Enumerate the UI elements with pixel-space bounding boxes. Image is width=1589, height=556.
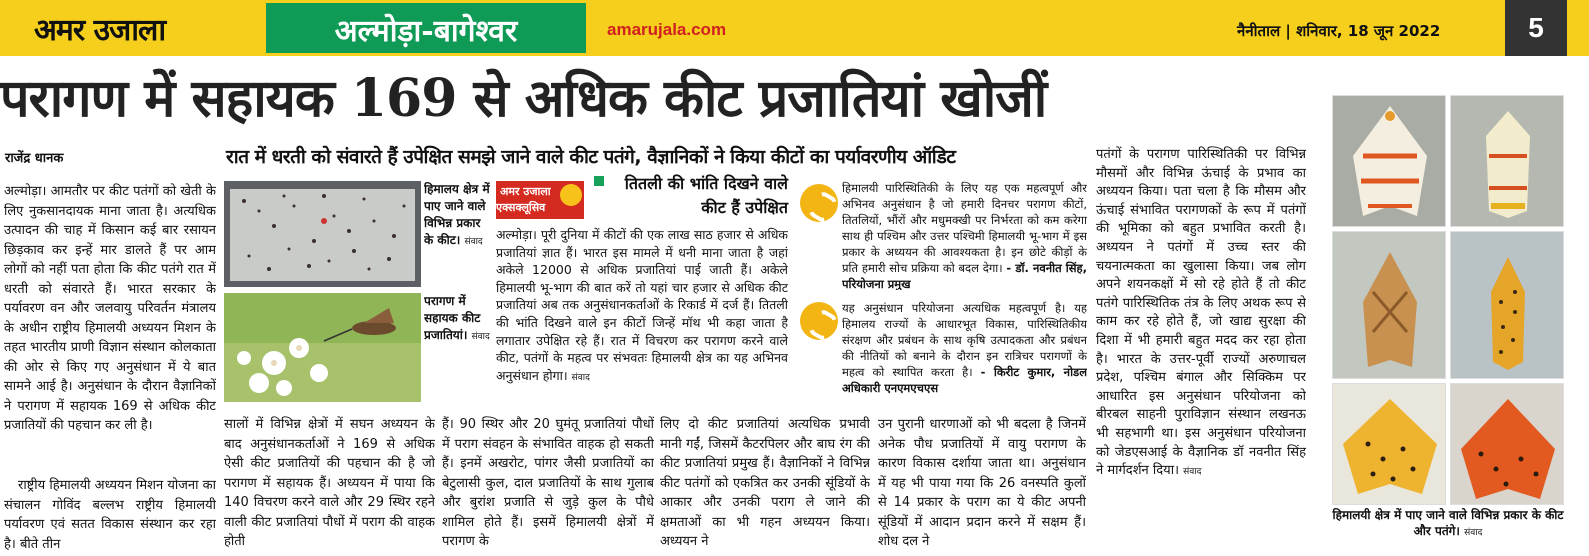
exclusive-mark-icon (560, 184, 582, 206)
quote-icon (800, 184, 838, 222)
moth-photo-4 (1450, 231, 1564, 379)
masthead (0, 0, 1589, 56)
moth-photo-5 (1332, 383, 1446, 505)
photo2-credit: संवाद (471, 332, 490, 342)
article-column-1: अल्मोड़ा। आमतौर पर कीट पतंगों को खेती के लिए नुकसानदायक माना जाता है। अत्यधिक उत्पादन की चाह में किसान कई बार रसायन छिड़काव कर इन्हें मार डालते हैं पर आम लोगों को नहीं पता होता कि कीट पतंगे रात में धरती को संवारते हैं। भारत सरकार के पर्यावरण वन और जलवायु परिवर्तन मंत्रालय के अधीन राष्ट्रीय हिमालयी अध्ययन मिशन के तहत भारतीय प्राणी विज्ञान संस्थान कोलकाता की ओर से किए गए अनुसंधान में ये बात सामने आई है। अनुसंधान के दौरान वैज्ञानिकों ने परागण में सहायक 169 से अधिक कीट प्रजातियों की पहचान कर ली है। (4, 184, 216, 433)
exclusive-label: एक्सक्लूसिव (496, 201, 546, 214)
brand-logo: अमर उजाला (34, 13, 166, 48)
center-article-text (496, 226, 788, 406)
moth-photo-6 (1450, 383, 1564, 505)
photo2-caption (424, 293, 492, 402)
website-link[interactable]: amarujala.com (607, 20, 727, 39)
dateline: नैनीताल | शनिवार, 18 जून 2022 (1237, 22, 1441, 40)
edition-title: अल्मोड़ा-बागेश्वर (334, 14, 518, 49)
center-credit: संवाद (571, 372, 590, 383)
col6-credit: संवाद (1183, 467, 1202, 478)
article-column-2: सालों में विभिन्न क्षेत्रों में सघन अध्ययन के बाद अनुसंधानकर्ताओं ने 169 से अधिक ऐसी कीट प्रजातियों की पहचान की है जो परागण में सहायक हैं। अध्ययन में पाया कि 140 विचरण करने वाले और 29 स्थिर रहने वाली कीट प्रजातियां पौधों में पराग की वाहक होती (224, 417, 435, 549)
article-column-4: लिए दो कीट प्रजातियां अत्यधिक प्रभावी मानी गईं, जिसमें कैटरपिलर और बाघ रंग की कीट प्रजातियां प्रमुख हैं। वैज्ञानिकों ने विभिन्न कीट पतंगों को एकत्रित कर उनकी सूंडियों के आकार और उनकी पराग ले जाने की क्षमताओं का भी गहन अध्ययन किया। अध्ययन ने (660, 417, 870, 549)
moth-photo-2 (1450, 95, 1564, 227)
photo-insect-trap (224, 181, 421, 287)
photo1-credit: संवाद (464, 237, 483, 247)
callout-title: तितली की भांति दिखने वाले कीट हैं उपेक्षित (624, 174, 788, 217)
center-article-body: अल्मोड़ा। पूरी दुनिया में कीटों की एक लाख साठ हजार से अधिक प्रजातियां ज्ञात हैं। भारत इस मामले में धनी माना जाता है जहां अकेले 12000 से अधिक प्रजातियां पाई जाती हैं। अकेले हिमालयी भू-भाग की बात करें तो यहां चार हजार से अधिक कीट प्रजातियां अब तक अनुसंधानकर्ताओं के रिकार्ड में दर्ज हैं। तितली की भांति दिखने वाले इन कीटों जिन्हें मॉथ भी कहा जाता है लगातार उपेक्षित रहे हैं। रात में विचरण कर परागण करने वाले कीट, पतंगों के महत्व पर संभवतः हिमालयी क्षेत्र का यह अभिनव अनुसंधान होगा। (496, 227, 788, 383)
moth-photo-3 (1332, 231, 1446, 379)
quote-2-text: यह अनुसंधान परियोजना अत्यधिक महत्वपूर्ण है। यह हिमालय राज्यों के आधारभूत विकास, पारिस्थितिकीय संरक्षण और प्रबंधन के साथ कृषि उत्पादकता और प्रबंधन की नीतियों को बनाने के दौरान इन रात्रिचर परागणों के महत्व को स्थापित करता है। (842, 301, 1087, 379)
moth-photos-caption-text: हिमालयी क्षेत्र में पाए जाने वाले विभिन्न प्रकार के कीट और पतंगे। (1332, 508, 1564, 538)
byline: राजेंद्र धानक (5, 151, 64, 166)
quote-2-author: - किरीट कुमार, नोडल अधिकारी एनएमएचएस (842, 365, 1087, 395)
article-column-6 (1096, 146, 1306, 554)
article-column-6-body: पतंगों के परागण पारिस्थितिकी पर विभिन्न मौसमों और विभिन्न ऊंचाई के प्रभाव का अध्ययन किया। पता चला है कि मौसम और ऊंचाई संभावित परागणकों के रूप में पतंगों की भूमिका को बहुत प्रभावित करती है। अध्ययन ने पतंगों में उच्च स्तर की चयनात्मकता का खुलासा किया। जब लोग अपने शयनकक्षों में सो रहे होते हैं तो कीट पतंगे पारिस्थितिक तंत्र के लिए अथक रूप से काम कर रहे होते हैं, जो खाद्य सुरक्षा की दिशा में भी हमारी बहुत मदद कर रहा होता है। भारत के उत्तर-पूर्वी राज्यों अरुणाचल प्रदेश, पश्चिम बंगाल और सिक्किम पर आधारित इस अनुसंधान परियोजना को बीरबल साहनी पुराविज्ञान संस्थान लखनऊ भी सहभागी था। इस अनुसंधान परियोजना को जेडएसआई के वैज्ञानिक डॉ नवनीत सिंह ने मार्गदर्शन दिया। (1096, 147, 1306, 479)
article-column-1b: राष्ट्रीय हिमालयी अध्ययन मिशन योजना का संचालन गोविंद बल्लभ राष्ट्रीय हिमालयी पर्यावरण एवं सतत विकास संस्थान कर रहा है। बीते तीन (4, 478, 216, 552)
quote-1 (842, 180, 1087, 290)
article-column-5: उन पुरानी धारणाओं को भी बदला है जिनमें अनेक पौध प्रजातियों में वायु परागण के कारण विकास दर्शाया जाता था। अनुसंधान में यह भी पाया गया कि 26 वनस्पति कुलों से 14 प्रकार के पराग का ये कीट अपनी सूंडियों में आदान प्रदान करने में सक्षम हैं। शोध दल ने (878, 417, 1086, 549)
moth-photos-caption (1332, 507, 1564, 541)
photo1-caption-text: हिमालय क्षेत्र में पाए जाने वाले विभिन्न प्रकार के कीट। (424, 182, 490, 247)
moth-photos-credit: संवाद (1464, 528, 1483, 538)
photo1-caption (424, 181, 492, 287)
quote-icon (800, 302, 838, 340)
moth-photo-1 (1332, 95, 1446, 227)
quote-1-author: - डॉ. नवनीत सिंह, परियोजना प्रमुख (842, 261, 1087, 290)
edition-box (266, 3, 586, 53)
article-column-3: हैं। 90 स्थिर और 20 घुमंतू प्रजातियां पौधों में पराग संवहन के संभावित वाहक हो सकती हैं। इनमें अखरोट, पांगर जैसी प्रजातियों का बेटुलासी कुल, दाल प्रजातियों के साथ गुलाब और बुरांश प्रजाति से जुड़े कुल के पौधे शामिल होते हैं। इसमें हिमालयी क्षेत्रों में परागण के (442, 417, 654, 549)
article-subhead: रात में धरती को संवारते हैं उपेक्षित समझे जाने वाले कीट पतंगे, वैज्ञानिकों ने किया कीटों का पर्यावरणीय ऑडिट (226, 146, 956, 168)
exclusive-brand: अमर उजाला (500, 185, 551, 198)
quote-1-text: हिमालयी पारिस्थितिकी के लिए यह एक महत्वपूर्ण और अभिनव अनुसंधान है जो हमारी दिनचर परागण कीटों, तितलियों, भौंरों और मधुमक्खी पर निर्भरता को कम करेगा साथ ही पश्चिम और उत्तर पश्चिमी हिमालयी भू-भाग में इस प्रकार के अध्ययन की आवश्यकता है। इन छोटे कीड़ों के प्रति हमारी सोच प्रक्रिया को बदल देगा। (842, 181, 1087, 275)
photo-hawkmoth-flower (224, 293, 421, 402)
page-number: 5 (1505, 0, 1567, 56)
callout-square-icon (594, 176, 604, 186)
article-headline: परागण में सहायक 169 से अधिक कीट प्रजातियां खोजीं (0, 68, 1047, 129)
photo2-caption-text: परागण में सहायक कीट प्रजातियां। (424, 294, 481, 342)
quote-2 (842, 300, 1087, 402)
